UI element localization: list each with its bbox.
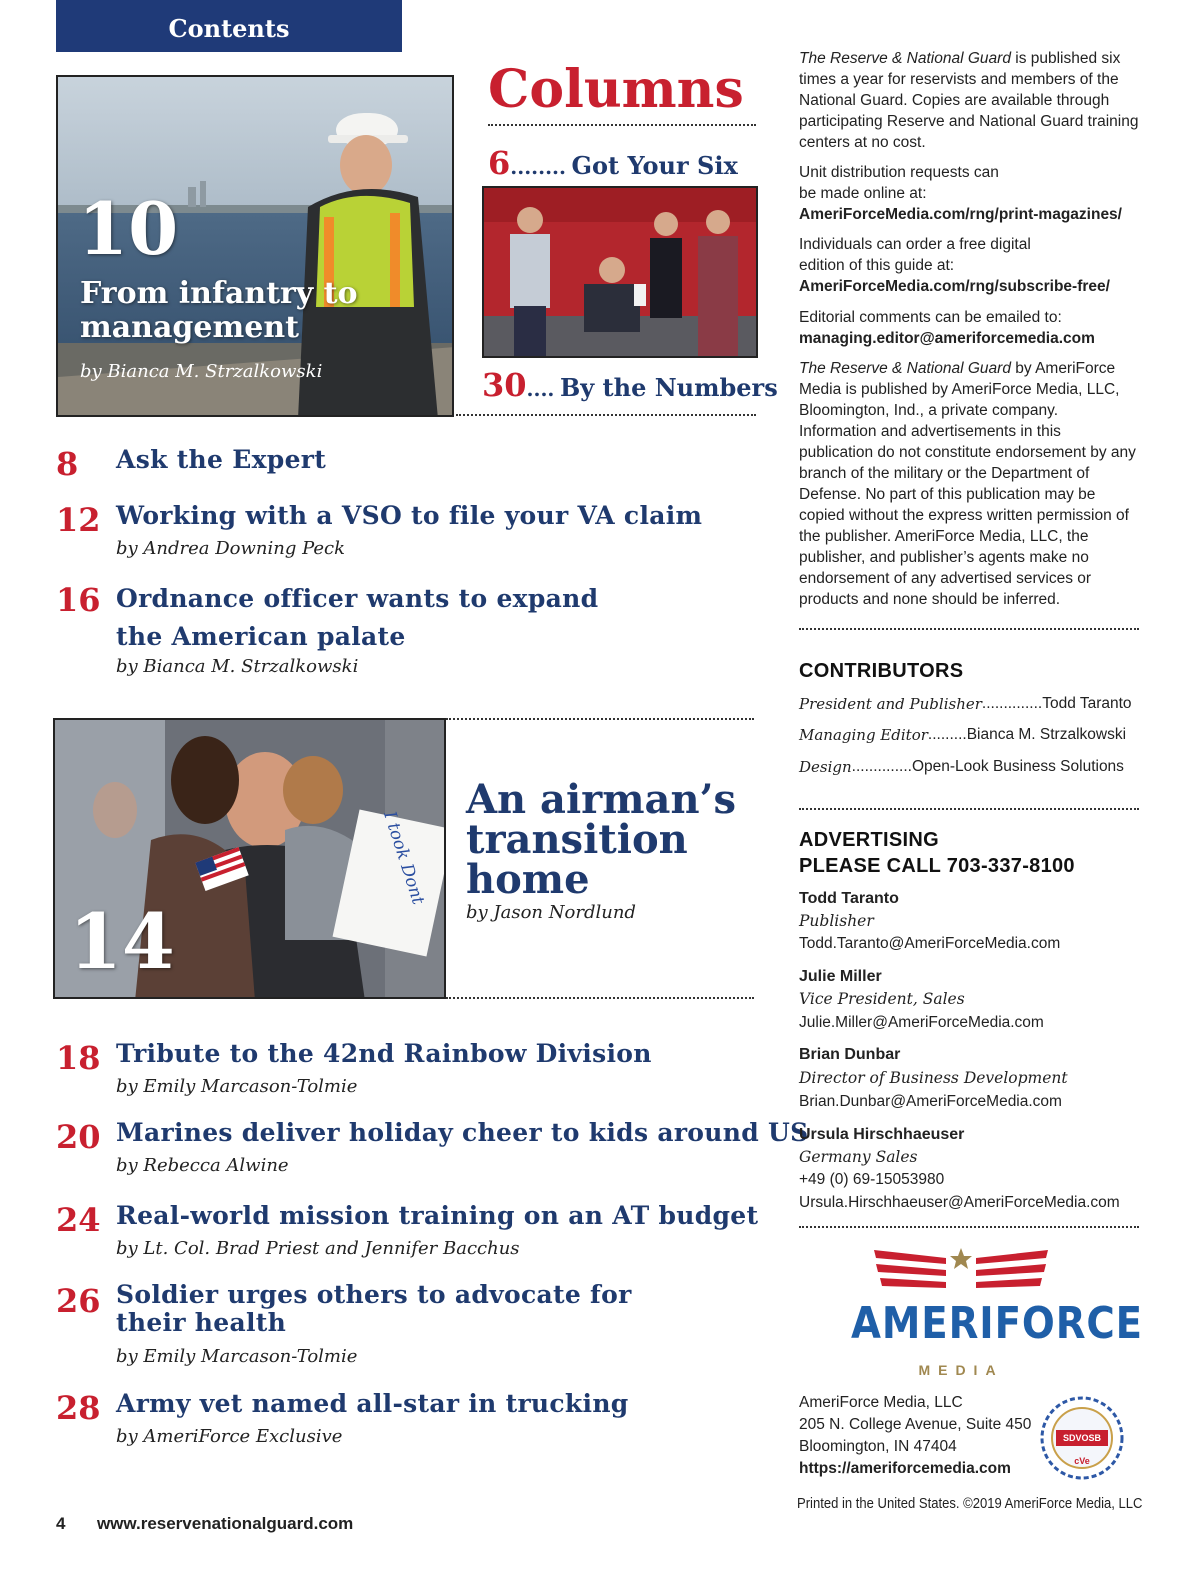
toc-byline: by Emily Marcason-Tolmie [116,1076,358,1097]
company-address [799,1392,1039,1480]
contributor-role: Managing Editor [799,726,928,744]
advertising-heading-line-1: ADVERTISING [799,829,939,851]
editorial-email[interactable]: managing.editor@ameriforcemedia.com [799,330,1095,347]
disclaimer [799,358,1139,610]
toc-byline: by Andrea Downing Peck [116,538,346,559]
protest-sign-text: I took Dont [379,808,429,908]
toc-title-marines-holiday[interactable]: Marines deliver holiday cheer to kids around US [116,1118,809,1147]
contributor-row [799,695,1139,713]
toc-byline: by Lt. Col. Brad Priest and Jennifer Bacchus [116,1238,520,1259]
toc-number: 8 [56,445,79,483]
column-title: Got Your Six [571,151,738,180]
contributor-name: Open-Look Business Solutions [911,758,1124,775]
disclaimer-text: by AmeriForce Media is published by AmeriForce Media, LLC, Bloomington, Ind., a private company. Information and advertisements in this publication do not constitute endorsement by any branch of the military or the Department of Defense. No part of this publication may be copied without the express written permission of the publisher. AmeriForce Media, LLC, the publisher, and publisher’s agents make no endorsement of any advertised services or products and none should be inferred. [799,360,1136,608]
logo-stripes-icon [836,1242,1086,1302]
columns-heading: Columns [488,59,744,120]
page-number: 4 [56,1514,66,1533]
feature-mid-byline: by Jason Nordlund [466,902,636,923]
advertising-heading [799,827,1075,879]
advertising-phone: PLEASE CALL 703-337-8100 [799,855,1075,877]
feature-title-line-2: management [80,310,299,345]
contributors-divider [799,808,1139,810]
unit-url[interactable]: AmeriForceMedia.com/rng/print-magazines/ [799,206,1122,223]
contributor-row [799,726,1139,744]
contributor-name: Bianca M. Strzalkowski [966,726,1127,743]
individual-order [799,234,1069,276]
toc-title-vso-claim[interactable]: Working with a VSO to file your VA claim [116,501,703,530]
contents-tab: Contents [56,0,402,52]
ad-contact-phone: +49 (0) 69-15053980 [799,1171,945,1188]
address-line-2: 205 N. College Avenue, Suite 450 [799,1416,1032,1433]
toc-title-soldier-health[interactable] [116,1281,632,1337]
columns-bottom-divider [456,414,756,416]
feature-photo-airman[interactable] [53,718,446,999]
toc-title-line-2: the American palate [116,622,406,651]
column-item-got-your-six[interactable] [488,144,738,182]
toc-title-line-2: their health [116,1308,287,1337]
ad-contact-name: Todd Taranto [799,890,899,907]
contributor-leader: .............. [851,758,912,775]
column-item-by-the-numbers[interactable] [482,366,778,404]
seal-bottom-text: cVe [1074,1456,1090,1466]
feature-mid-number: 14 [69,897,175,986]
toc-title-ordnance-officer[interactable] [116,580,598,656]
toc-title-line-1: Ordnance officer wants to expand [116,584,599,613]
info-divider [799,628,1139,630]
toc-title-army-vet-trucking[interactable]: Army vet named all-star in trucking [116,1389,629,1418]
indiv-text: Individuals can order a free digital edition of this guide at: [799,236,1031,274]
feature-byline: by Bianca M. Strzalkowski [80,361,323,382]
company-url[interactable]: https://ameriforcemedia.com [799,1460,1011,1477]
columns-divider [488,124,756,126]
feature-title [80,277,358,345]
toc-byline: by Bianca M. Strzalkowski [116,656,359,677]
feature-mid-title-line-3: home [466,856,590,903]
ad-contact-role: Germany Sales [799,1148,918,1166]
pub-title-italic: The Reserve & National Guard [799,50,1011,67]
toc-title-line-1: Soldier urges others to advocate for [116,1280,632,1309]
ad-contact-name: Julie Miller [799,968,882,985]
feature-title-line-1: From infantry to [80,276,358,311]
unit-distribution [799,162,999,204]
contributor-role: President and Publisher [799,695,982,713]
feature-mid-title[interactable] [466,776,736,903]
toc-title-ask-the-expert[interactable]: Ask the Expert [116,445,327,474]
logo-sub: MEDIA [918,1362,1004,1378]
contributor-leader: ......... [927,726,967,743]
toc-title-mission-training[interactable]: Real-world mission training on an AT budget [116,1201,759,1230]
advertising-divider [799,1226,1139,1228]
toc-number: 12 [56,501,101,539]
toc-number: 24 [56,1201,101,1239]
column-leader: .... [526,377,555,401]
ad-contact-role: Vice President, Sales [799,990,965,1008]
unit-text: Unit distribution requests can be made online at: [799,164,999,202]
ad-contact-email[interactable]: Todd.Taranto@AmeriForceMedia.com [799,935,1061,952]
contributors-heading: CONTRIBUTORS [799,660,964,682]
toc-number: 18 [56,1039,101,1077]
toc-number: 16 [56,581,101,619]
ad-contact-email[interactable]: Julie.Miller@AmeriForceMedia.com [799,1014,1044,1031]
contributor-row [799,758,1139,776]
ad-contact-name: Brian Dunbar [799,1046,901,1063]
contributor-name: Todd Taranto [1042,695,1132,712]
disclaimer-title-italic: The Reserve & National Guard [799,360,1011,377]
toc-number: 26 [56,1282,101,1320]
feature-photo-infantry[interactable] [56,75,454,417]
column-photo-got-your-six[interactable] [482,186,758,358]
contributor-leader: .............. [981,695,1043,712]
logo-wordmark: AMERIFORCE [851,1298,1144,1349]
feature-number: 10 [78,186,179,271]
column-leader: ........ [510,155,566,179]
contributor-role: Design [799,758,852,776]
publication-info [799,48,1139,153]
ad-contact-email[interactable]: Brian.Dunbar@AmeriForceMedia.com [799,1093,1062,1110]
column-number: 30 [482,366,527,404]
feature-mid-title-line-1: An airman’s [466,776,736,823]
toc-byline: by Emily Marcason-Tolmie [116,1346,358,1367]
footer [56,1514,353,1534]
subscribe-url[interactable]: AmeriForceMedia.com/rng/subscribe-free/ [799,278,1110,295]
ameriforce-logo [836,1242,1144,1384]
address-line-3: Bloomington, IN 47404 [799,1438,957,1455]
column-title: By the Numbers [559,373,778,402]
feature-mid-top-divider [446,718,754,720]
toc-number: 28 [56,1389,101,1427]
toc-number: 20 [56,1118,101,1156]
editorial-text: Editorial comments can be emailed to: [799,309,1062,326]
seal-center-text: SDVOSB [1062,1433,1101,1443]
feature-mid-title-line-2: transition [466,816,688,863]
toc-byline: by Rebecca Alwine [116,1155,289,1176]
ad-contact-role: Publisher [799,912,874,930]
column-photo-image [484,188,758,358]
pub-description: is published six times a year for reservists and members of the National Guard. Copies are available through participating Reserve and National Guard training centers at no cost. [799,50,1139,151]
copyright: Printed in the United States. ©2019 AmeriForce Media, LLC [797,1496,1143,1512]
ad-contact-name: Ursula Hirschhaeuser [799,1126,965,1143]
column-number: 6 [488,144,511,182]
footer-site-link[interactable]: www.reservenationalguard.com [96,1514,354,1533]
sdvosb-seal [1038,1394,1126,1482]
toc-title-rainbow-division[interactable]: Tribute to the 42nd Rainbow Division [116,1039,652,1068]
feature-mid-bottom-divider [446,997,754,999]
ad-contact-email[interactable]: Ursula.Hirschhaeuser@AmeriForceMedia.com [799,1194,1120,1211]
toc-byline: by AmeriForce Exclusive [116,1426,343,1447]
ad-contact-role: Director of Business Development [799,1069,1068,1087]
address-line-1: AmeriForce Media, LLC [799,1394,963,1411]
